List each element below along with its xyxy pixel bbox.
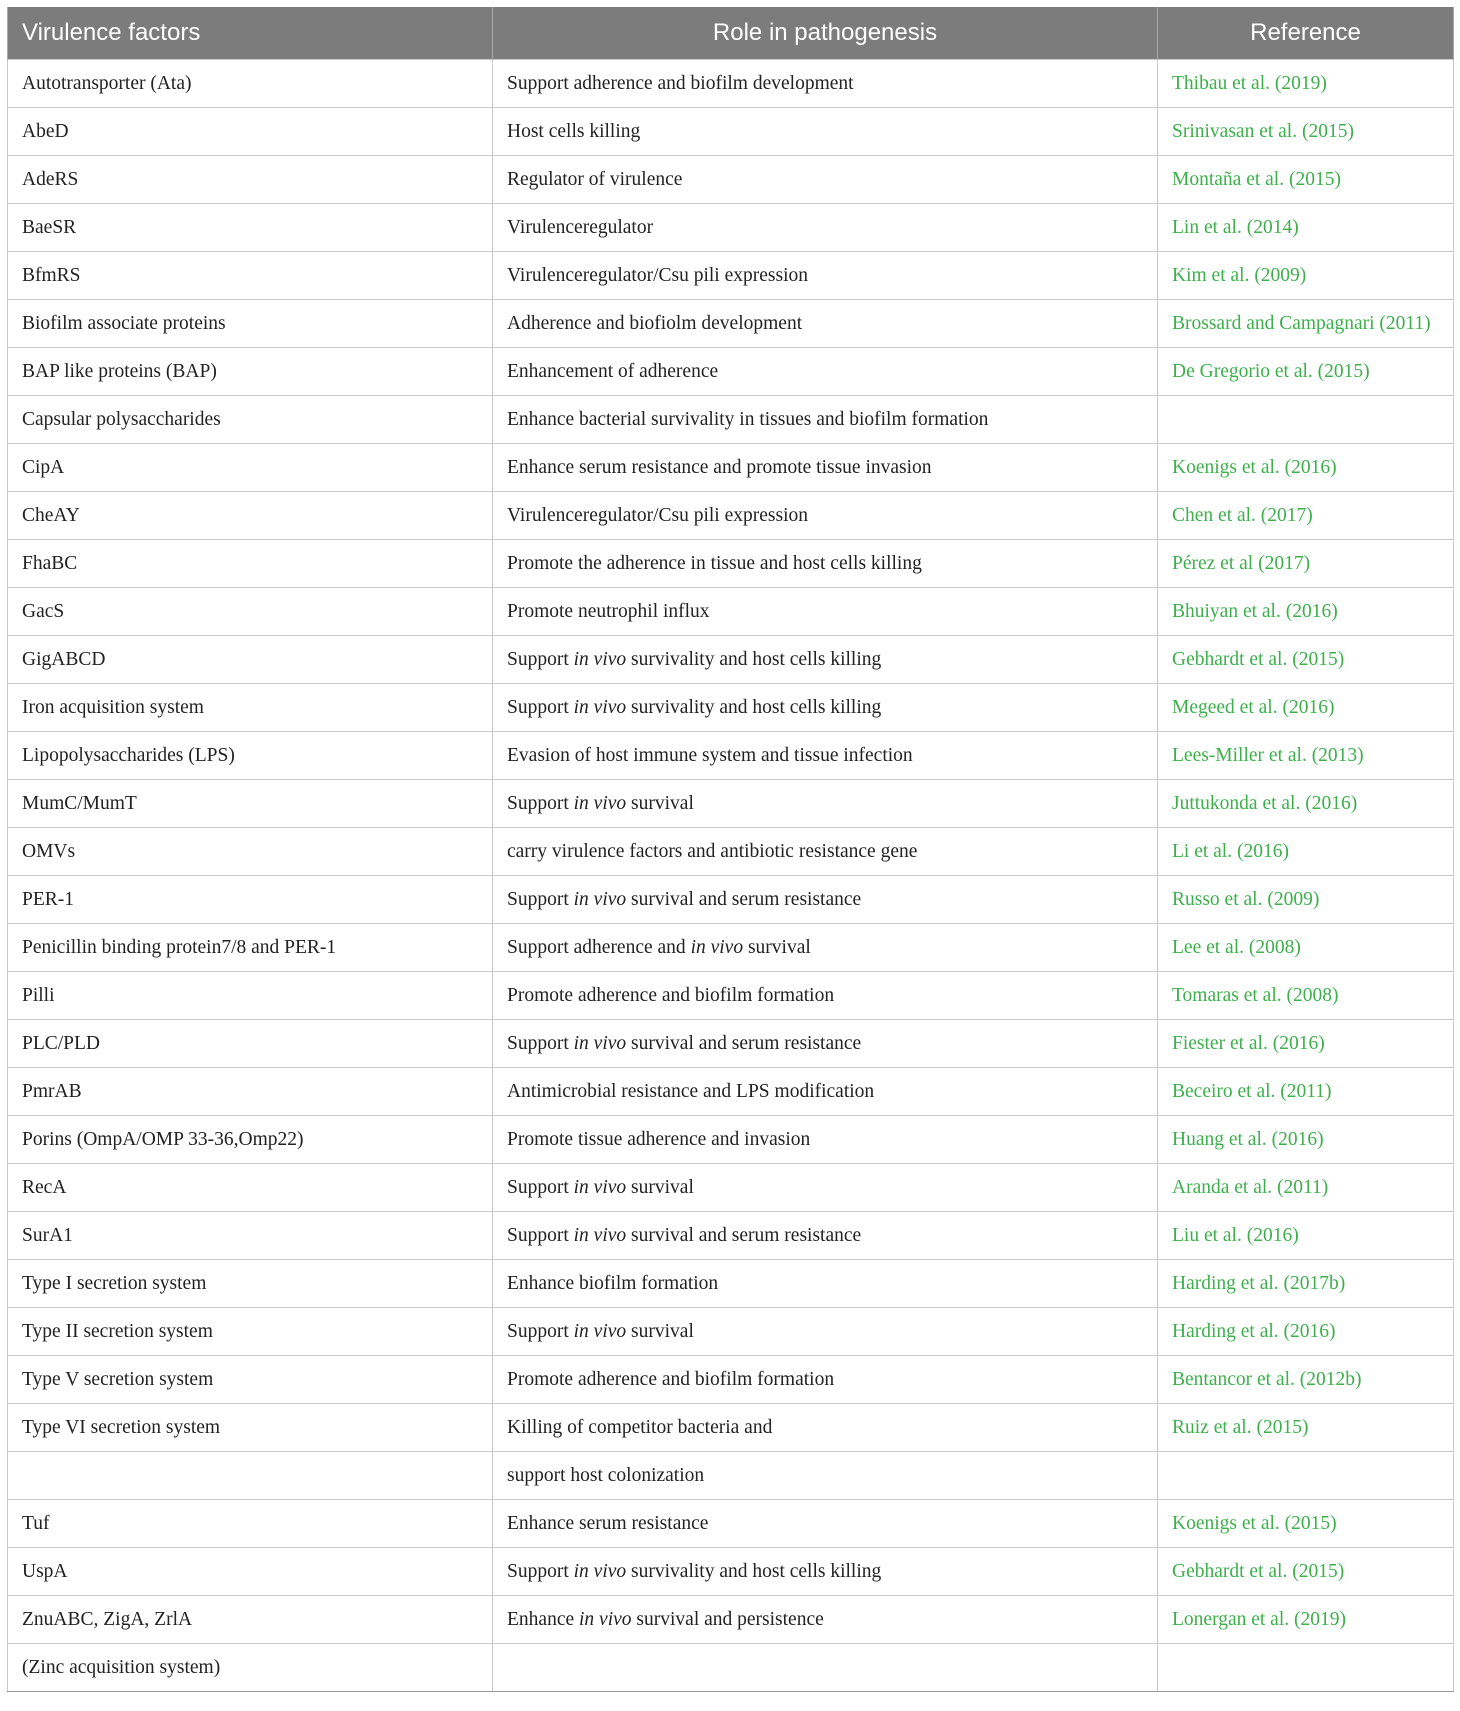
role-text: Support xyxy=(507,1224,574,1246)
virulence-factor-cell: Biofilm associate proteins xyxy=(8,300,493,348)
virulence-factor-cell: Autotransporter (Ata) xyxy=(8,60,493,108)
role-text: Host cells killing xyxy=(507,120,641,142)
table-row xyxy=(8,1260,1454,1308)
reference-link[interactable]: Lonergan et al. (2019) xyxy=(1158,1596,1454,1644)
virulence-factor-cell: ZnuABC, ZigA, ZrlA xyxy=(8,1596,493,1644)
role-cell xyxy=(493,588,1158,636)
role-cell xyxy=(493,300,1158,348)
role-italic-text: in vivo xyxy=(573,1320,627,1342)
role-text: Support xyxy=(507,888,574,910)
role-cell xyxy=(493,732,1158,780)
role-cell xyxy=(493,1212,1158,1260)
reference-link[interactable]: Lin et al. (2014) xyxy=(1158,204,1454,252)
role-cell xyxy=(493,396,1158,444)
role-cell xyxy=(493,1356,1158,1404)
role-cell xyxy=(493,1548,1158,1596)
role-text: Enhancement of adherence xyxy=(507,360,719,382)
role-cell xyxy=(493,1068,1158,1116)
table-row xyxy=(8,252,1454,300)
role-cell xyxy=(493,252,1158,300)
virulence-factor-cell: Lipopolysaccharides (LPS) xyxy=(8,732,493,780)
role-text: survival and serum resistance xyxy=(626,888,862,910)
role-text: Enhance bacterial survivality in tissues and biofilm formation xyxy=(507,408,989,430)
reference-link[interactable]: Chen et al. (2017) xyxy=(1158,492,1454,540)
role-italic-text: in vivo xyxy=(573,792,627,814)
table-row xyxy=(8,108,1454,156)
virulence-factors-table-container xyxy=(7,7,1453,1692)
role-italic-text: in vivo xyxy=(573,1032,627,1054)
role-cell xyxy=(493,1644,1158,1692)
role-cell xyxy=(493,972,1158,1020)
role-text: Support xyxy=(507,1032,574,1054)
virulence-factor-cell: Type I secretion system xyxy=(8,1260,493,1308)
table-row xyxy=(8,636,1454,684)
role-cell xyxy=(493,876,1158,924)
virulence-factor-cell: Penicillin binding protein7/8 and PER-1 xyxy=(8,924,493,972)
role-text: survival xyxy=(626,1176,694,1198)
virulence-factor-cell: Type V secretion system xyxy=(8,1356,493,1404)
table-row xyxy=(8,204,1454,252)
virulence-factor-cell: Type II secretion system xyxy=(8,1308,493,1356)
role-text: Promote the adherence in tissue and host cells killing xyxy=(507,552,922,574)
reference-link[interactable]: Thibau et al. (2019) xyxy=(1158,60,1454,108)
role-italic-text: in vivo xyxy=(573,696,627,718)
role-cell xyxy=(493,492,1158,540)
table-row xyxy=(8,492,1454,540)
role-text: Enhance biofilm formation xyxy=(507,1272,719,1294)
reference-link[interactable]: Gebhardt et al. (2015) xyxy=(1158,1548,1454,1596)
role-text: Promote adherence and biofilm formation xyxy=(507,984,835,1006)
role-text: Support xyxy=(507,648,574,670)
virulence-factor-cell: BaeSR xyxy=(8,204,493,252)
role-cell xyxy=(493,540,1158,588)
role-text: Killing of competitor bacteria and xyxy=(507,1416,773,1438)
role-text: Support adherence and xyxy=(507,936,691,958)
reference-link[interactable]: De Gregorio et al. (2015) xyxy=(1158,348,1454,396)
virulence-factor-cell: Type VI secretion system xyxy=(8,1404,493,1452)
table-row xyxy=(8,1164,1454,1212)
reference-link xyxy=(1158,1452,1454,1500)
virulence-factors-table xyxy=(7,7,1454,1692)
role-cell xyxy=(493,1308,1158,1356)
table-row xyxy=(8,60,1454,108)
role-text: survivality and host cells killing xyxy=(626,1560,882,1582)
virulence-factor-cell: GigABCD xyxy=(8,636,493,684)
table-row xyxy=(8,1548,1454,1596)
table-row xyxy=(8,348,1454,396)
role-text: Promote neutrophil influx xyxy=(507,600,710,622)
role-cell xyxy=(493,1260,1158,1308)
role-cell xyxy=(493,108,1158,156)
reference-link[interactable]: Liu et al. (2016) xyxy=(1158,1212,1454,1260)
reference-link[interactable]: Russo et al. (2009) xyxy=(1158,876,1454,924)
table-row xyxy=(8,1404,1454,1452)
role-text: Virulenceregulator/Csu pili expression xyxy=(507,264,809,286)
table-row xyxy=(8,1212,1454,1260)
reference-link xyxy=(1158,1644,1454,1692)
role-cell xyxy=(493,1500,1158,1548)
reference-link[interactable]: Huang et al. (2016) xyxy=(1158,1116,1454,1164)
role-text: Virulenceregulator xyxy=(507,216,654,238)
role-text: Promote tissue adherence and invasion xyxy=(507,1128,811,1150)
role-text: Virulenceregulator/Csu pili expression xyxy=(507,504,809,526)
role-italic-text: in vivo xyxy=(573,888,627,910)
table-row xyxy=(8,1020,1454,1068)
role-text: Support xyxy=(507,1320,574,1342)
role-text: Evasion of host immune system and tissue infection xyxy=(507,744,913,766)
role-text: Support adherence and biofilm development xyxy=(507,72,854,94)
role-italic-text: in vivo xyxy=(579,1608,632,1630)
reference-link[interactable]: Kim et al. (2009) xyxy=(1158,252,1454,300)
role-cell xyxy=(493,1164,1158,1212)
table-row xyxy=(8,1500,1454,1548)
reference-link[interactable]: Srinivasan et al. (2015) xyxy=(1158,108,1454,156)
table-header xyxy=(8,7,1454,60)
table-row xyxy=(8,732,1454,780)
header-virulence-factors: Virulence factors xyxy=(8,7,493,60)
reference-link[interactable]: Fiester et al. (2016) xyxy=(1158,1020,1454,1068)
virulence-factor-cell: Iron acquisition system xyxy=(8,684,493,732)
reference-link[interactable]: Ruiz et al. (2015) xyxy=(1158,1404,1454,1452)
role-italic-text: in vivo xyxy=(573,1560,627,1582)
reference-link[interactable]: Montaña et al. (2015) xyxy=(1158,156,1454,204)
reference-link[interactable]: Bhuiyan et al. (2016) xyxy=(1158,588,1454,636)
reference-link[interactable]: Juttukonda et al. (2016) xyxy=(1158,780,1454,828)
table-row xyxy=(8,444,1454,492)
reference-link[interactable]: Bentancor et al. (2012b) xyxy=(1158,1356,1454,1404)
reference-link[interactable]: Pérez et al (2017) xyxy=(1158,540,1454,588)
table-row xyxy=(8,924,1454,972)
virulence-factor-cell: BAP like proteins (BAP) xyxy=(8,348,493,396)
table-row xyxy=(8,1644,1454,1692)
table-row xyxy=(8,828,1454,876)
virulence-factor-cell: Pilli xyxy=(8,972,493,1020)
role-cell xyxy=(493,1116,1158,1164)
virulence-factor-cell: Tuf xyxy=(8,1500,493,1548)
reference-link xyxy=(1158,396,1454,444)
role-cell xyxy=(493,1596,1158,1644)
table-body xyxy=(8,60,1454,1692)
role-cell xyxy=(493,924,1158,972)
table-row xyxy=(8,300,1454,348)
role-cell xyxy=(493,636,1158,684)
reference-link[interactable]: Lees-Miller et al. (2013) xyxy=(1158,732,1454,780)
role-text: Support xyxy=(507,696,574,718)
virulence-factor-cell: PER-1 xyxy=(8,876,493,924)
table-row xyxy=(8,684,1454,732)
virulence-factor-cell: CheAY xyxy=(8,492,493,540)
role-cell xyxy=(493,1404,1158,1452)
role-cell xyxy=(493,780,1158,828)
table-row xyxy=(8,156,1454,204)
role-cell xyxy=(493,684,1158,732)
role-text: Adherence and biofiolm development xyxy=(507,312,803,334)
virulence-factor-cell: Capsular polysaccharides xyxy=(8,396,493,444)
role-cell xyxy=(493,60,1158,108)
role-text: carry virulence factors and antibiotic resistance gene xyxy=(507,840,918,862)
virulence-factor-cell: Porins (OmpA/OMP 33-36,Omp22) xyxy=(8,1116,493,1164)
role-text: survivality and host cells killing xyxy=(626,648,882,670)
table-row xyxy=(8,588,1454,636)
role-cell xyxy=(493,828,1158,876)
table-row xyxy=(8,540,1454,588)
header-reference: Reference xyxy=(1158,7,1454,60)
table-row xyxy=(8,1116,1454,1164)
header-role-in-pathogenesis: Role in pathogenesis xyxy=(493,7,1158,60)
role-text: survivality and host cells killing xyxy=(626,696,882,718)
role-text: support host colonization xyxy=(507,1464,705,1486)
reference-link[interactable]: Brossard and Campagnari (2011) xyxy=(1158,300,1454,348)
virulence-factor-cell: AdeRS xyxy=(8,156,493,204)
reference-link[interactable]: Harding et al. (2016) xyxy=(1158,1308,1454,1356)
reference-link[interactable]: Gebhardt et al. (2015) xyxy=(1158,636,1454,684)
virulence-factor-cell: MumC/MumT xyxy=(8,780,493,828)
reference-link[interactable]: Lee et al. (2008) xyxy=(1158,924,1454,972)
table-row xyxy=(8,780,1454,828)
role-text: survival xyxy=(626,1320,694,1342)
role-text: Promote adherence and biofilm formation xyxy=(507,1368,835,1390)
role-text: Enhance serum resistance xyxy=(507,1512,709,1534)
role-text: Support xyxy=(507,1560,574,1582)
role-text: survival and serum resistance xyxy=(626,1224,862,1246)
table-row xyxy=(8,1356,1454,1404)
role-text: Support xyxy=(507,792,574,814)
reference-link[interactable]: Harding et al. (2017b) xyxy=(1158,1260,1454,1308)
role-cell xyxy=(493,156,1158,204)
role-cell xyxy=(493,1020,1158,1068)
role-italic-text: in vivo xyxy=(573,648,627,670)
virulence-factor-cell: OMVs xyxy=(8,828,493,876)
virulence-factor-cell xyxy=(8,1452,493,1500)
table-row xyxy=(8,1596,1454,1644)
virulence-factor-cell: GacS xyxy=(8,588,493,636)
table-row xyxy=(8,1068,1454,1116)
role-cell xyxy=(493,204,1158,252)
role-cell xyxy=(493,444,1158,492)
reference-link[interactable]: Beceiro et al. (2011) xyxy=(1158,1068,1454,1116)
role-text: survival and persistence xyxy=(631,1608,824,1630)
table-row xyxy=(8,1308,1454,1356)
virulence-factor-cell: BfmRS xyxy=(8,252,493,300)
role-cell xyxy=(493,1452,1158,1500)
virulence-factor-cell: RecA xyxy=(8,1164,493,1212)
role-cell xyxy=(493,348,1158,396)
virulence-factor-cell: CipA xyxy=(8,444,493,492)
virulence-factor-cell: (Zinc acquisition system) xyxy=(8,1644,493,1692)
reference-link[interactable]: Aranda et al. (2011) xyxy=(1158,1164,1454,1212)
reference-link[interactable]: Tomaras et al. (2008) xyxy=(1158,972,1454,1020)
virulence-factor-cell: UspA xyxy=(8,1548,493,1596)
table-row xyxy=(8,876,1454,924)
table-row xyxy=(8,396,1454,444)
role-text: Antimicrobial resistance and LPS modification xyxy=(507,1080,875,1102)
role-text: survival xyxy=(743,936,811,958)
reference-link[interactable]: Megeed et al. (2016) xyxy=(1158,684,1454,732)
table-row xyxy=(8,972,1454,1020)
role-text: Support xyxy=(507,1176,574,1198)
role-text: Enhance serum resistance and promote tissue invasion xyxy=(507,456,932,478)
virulence-factor-cell: SurA1 xyxy=(8,1212,493,1260)
role-italic-text: in vivo xyxy=(573,1176,627,1198)
virulence-factor-cell: FhaBC xyxy=(8,540,493,588)
virulence-factor-cell: PLC/PLD xyxy=(8,1020,493,1068)
header-row xyxy=(8,7,1454,60)
reference-link[interactable]: Koenigs et al. (2016) xyxy=(1158,444,1454,492)
virulence-factor-cell: AbeD xyxy=(8,108,493,156)
reference-link[interactable]: Koenigs et al. (2015) xyxy=(1158,1500,1454,1548)
role-text: Enhance xyxy=(507,1608,580,1630)
role-italic-text: in vivo xyxy=(573,1224,627,1246)
role-italic-text: in vivo xyxy=(690,936,744,958)
role-text: Regulator of virulence xyxy=(507,168,683,190)
role-text: survival and serum resistance xyxy=(626,1032,862,1054)
role-text: survival xyxy=(626,792,694,814)
virulence-factor-cell: PmrAB xyxy=(8,1068,493,1116)
table-row xyxy=(8,1452,1454,1500)
reference-link[interactable]: Li et al. (2016) xyxy=(1158,828,1454,876)
